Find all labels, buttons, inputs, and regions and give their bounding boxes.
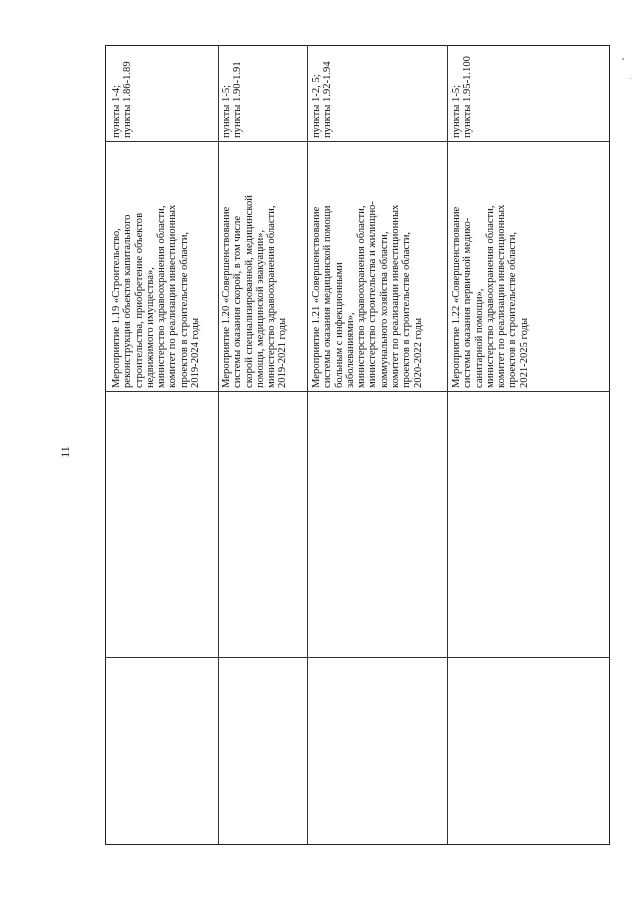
table-row-event-cell: Мероприятие 1.20 «Совершенствование системы оказания скорой, в том числе скорой специализированной, медицинской помощи, медицинской эвакуации», министерство здравоохранения области, 2019-2021 годы <box>221 195 289 388</box>
table-row-ref-cell: пункты 1-4; пункты 1.86-1.89 <box>111 61 134 138</box>
table-row-event-cell: Мероприятие 1.19 «Строительство, реконструкция объектов капитального строительства, приобретение объектов недвижимого имущества», министерство здравоохранения области, комитет по реализации инвестиционных проектов в строительстве области, 2019-2024 годы <box>111 204 202 388</box>
column-divider <box>105 391 610 392</box>
scan-speck <box>630 78 631 79</box>
column-divider <box>105 657 610 658</box>
scan-speck <box>622 58 624 60</box>
program-table <box>105 45 610 845</box>
page-number: 11 <box>58 446 72 458</box>
rotated-table-area <box>105 45 610 845</box>
column-divider <box>105 141 610 142</box>
row-divider <box>447 45 448 845</box>
table-row-ref-cell: пункты 1-5; пункты 1.90-1.91 <box>221 61 244 138</box>
table-row-ref-cell: пункты 1-5; пункты 1.95-1.100 <box>451 56 474 138</box>
table-row-event-cell: Мероприятие 1.21 «Совершенствование системы оказания медицинской помощи больным с инфекционными заболеваниями», министерство здравоохранения области, министерство строительства и жилищно- коммунального хозяйства области, комитет по реализации инвестиционных проектов в строительстве области, 2020-2022 годы <box>311 201 424 388</box>
scan-speck <box>412 378 413 379</box>
table-row-event-cell: Мероприятие 1.22 «Совершенствование системы оказания первичной медико- санитарной помощи», министерство здравоохранения области, комитет по реализации инвестиционных проектов в строительстве области, 2021-2025 годы <box>451 204 530 388</box>
row-divider <box>307 45 308 845</box>
table-row-ref-cell: пункты 1-2, 5; пункты 1.92-1.94 <box>311 61 334 138</box>
row-divider <box>218 45 219 845</box>
